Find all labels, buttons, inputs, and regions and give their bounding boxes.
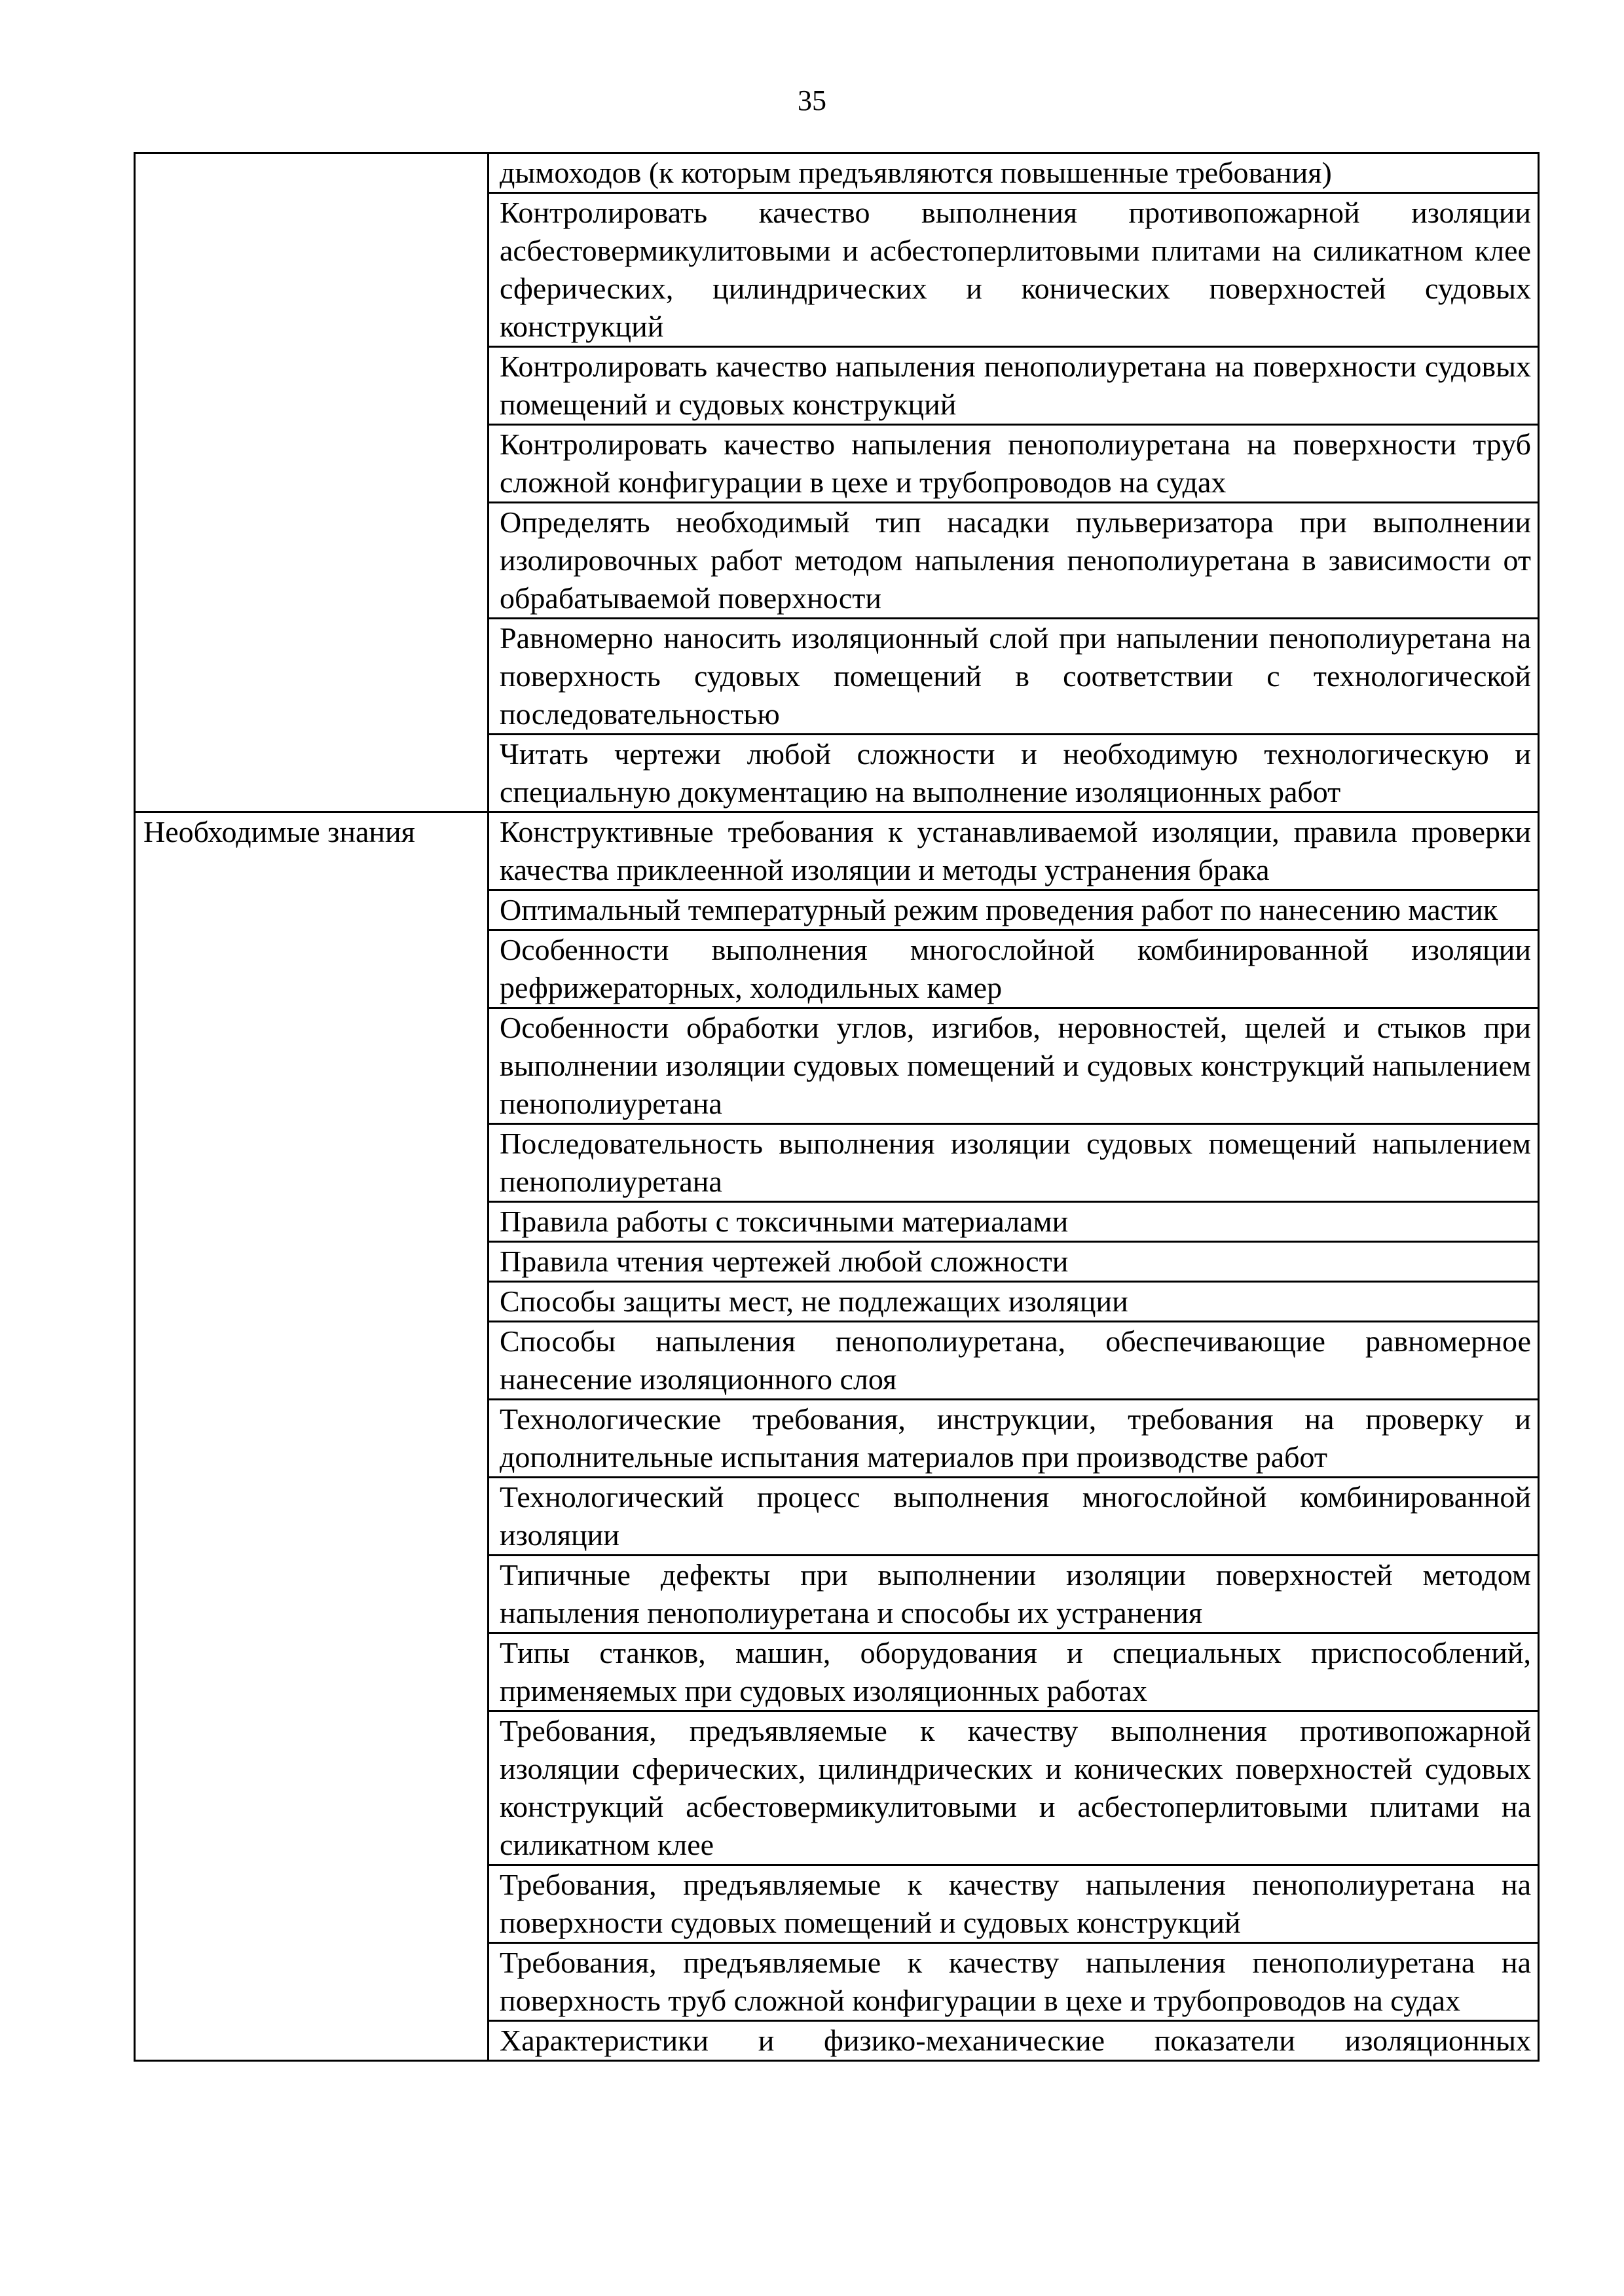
- left-cell-empty: [135, 193, 489, 347]
- left-cell-empty: [135, 153, 489, 193]
- skill-cell: Определять необходимый тип насадки пульверизатора при выполнении изолировочных работ методом напыления пенополиуретана в зависимости от обрабатываемой поверхности: [489, 503, 1539, 619]
- knowledge-cell: Правила чтения чертежей любой сложности: [489, 1242, 1539, 1282]
- knowledge-cell: Способы защиты мест, не подлежащих изоляции: [489, 1282, 1539, 1322]
- table-row: [135, 503, 1539, 619]
- left-cell-empty: [135, 619, 489, 735]
- table-row: [135, 347, 1539, 425]
- skill-cell: Контролировать качество напыления пенополиуретана на поверхности судовых помещений и судовых конструкций: [489, 347, 1539, 425]
- knowledge-cell: Требования, предъявляемые к качеству выполнения противопожарной изоляции сферических, цилиндрических и конических поверхностей судовых конструкций асбестовермикулитовыми и асбестоперлитовыми плитами на силикатном клее: [489, 1711, 1539, 1865]
- knowledge-cell: Оптимальный температурный режим проведения работ по нанесению мастик: [489, 890, 1539, 930]
- knowledge-cell: Конструктивные требования к устанавливаемой изоляции, правила проверки качества приклеенной изоляции и методы устранения брака: [489, 812, 1539, 890]
- table-row: [135, 193, 1539, 347]
- page-number: 35: [798, 84, 826, 117]
- knowledge-cell: Особенности обработки углов, изгибов, неровностей, щелей и стыков при выполнении изоляции судовых помещений и судовых конструкций напылением пенополиуретана: [489, 1008, 1539, 1124]
- left-cell-empty: [135, 735, 489, 812]
- left-cell-empty: [135, 425, 489, 503]
- skill-cell: Равномерно наносить изоляционный слой при напылении пенополиуретана на поверхность судовых помещений в соответствии с технологической последовательностью: [489, 619, 1539, 735]
- table-row: [135, 619, 1539, 735]
- knowledge-cell: Способы напыления пенополиуретана, обеспечивающие равномерное нанесение изоляционного слоя: [489, 1322, 1539, 1400]
- qualification-table: [134, 152, 1540, 2062]
- knowledge-cell: Правила работы с токсичными материалами: [489, 1202, 1539, 1242]
- skill-cell: Читать чертежи любой сложности и необходимую технологическую и специальную документацию на выполнение изоляционных работ: [489, 735, 1539, 812]
- skill-cell: Контролировать качество напыления пенополиуретана на поверхности труб сложной конфигурации в цехе и трубопроводов на судах: [489, 425, 1539, 503]
- left-cell-empty: [135, 503, 489, 619]
- left-cell-empty: [135, 347, 489, 425]
- knowledge-cell: Технологические требования, инструкции, требования на проверку и дополнительные испытания материалов при производстве работ: [489, 1400, 1539, 1478]
- skill-cell: дымоходов (к которым предъявляются повышенные требования): [489, 153, 1539, 193]
- section-label-knowledge: Необходимые знания: [135, 812, 489, 2061]
- table-row: [135, 812, 1539, 890]
- knowledge-cell: Требования, предъявляемые к качеству напыления пенополиуретана на поверхности судовых помещений и судовых конструкций: [489, 1865, 1539, 1943]
- knowledge-cell: Особенности выполнения многослойной комбинированной изоляции рефрижераторных, холодильных камер: [489, 930, 1539, 1008]
- table-row: [135, 735, 1539, 812]
- table-row: [135, 425, 1539, 503]
- table-row: [135, 153, 1539, 193]
- knowledge-cell: Требования, предъявляемые к качеству напыления пенополиуретана на поверхность труб сложной конфигурации в цехе и трубопроводов на судах: [489, 1943, 1539, 2021]
- knowledge-cell: Последовательность выполнения изоляции судовых помещений напылением пенополиуретана: [489, 1124, 1539, 1202]
- skill-cell: Контролировать качество выполнения противопожарной изоляции асбестовермикулитовыми и асбестоперлитовыми плитами на силикатном клее сферических, цилиндрических и конических поверхностей судовых конструкций: [489, 193, 1539, 347]
- knowledge-cell: Типы станков, машин, оборудования и специальных приспособлений, применяемых при судовых изоляционных работах: [489, 1633, 1539, 1711]
- knowledge-cell-continued: Характеристики и физико-механические показатели изоляционных: [489, 2021, 1539, 2061]
- knowledge-cell: Технологический процесс выполнения многослойной комбинированной изоляции: [489, 1478, 1539, 1556]
- knowledge-cell: Типичные дефекты при выполнении изоляции поверхностей методом напыления пенополиуретана и способы их устранения: [489, 1556, 1539, 1633]
